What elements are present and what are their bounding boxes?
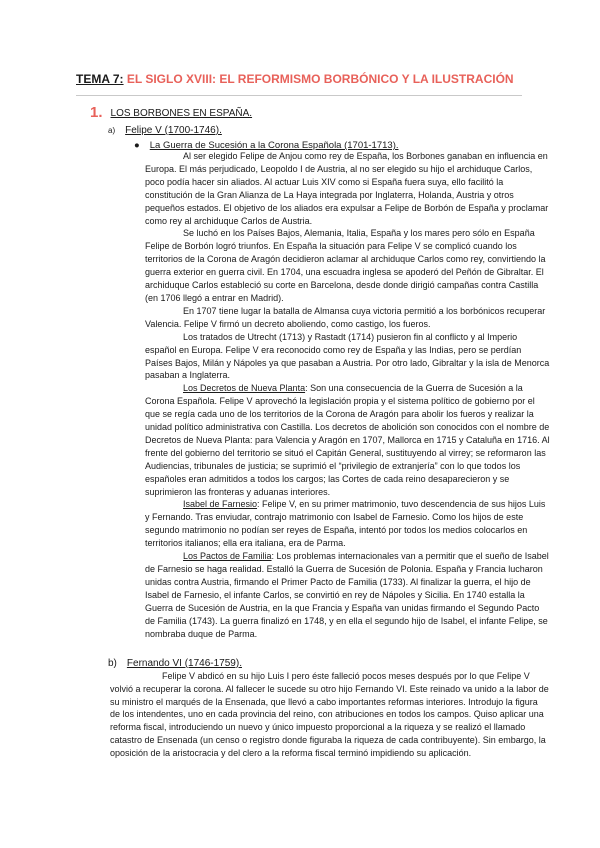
farnesio-heading: Isabel de Farnesio — [183, 499, 258, 510]
body-text-b — [110, 670, 550, 760]
title-text: EL SIGLO XVIII: EL REFORMISMO BORBÓNICO Y LA ILUSTRACIÓN — [123, 72, 514, 86]
subsection-marker: a) — [108, 126, 116, 135]
paragraph-pactos — [145, 550, 550, 640]
section-heading — [90, 104, 252, 121]
title-divider — [76, 95, 522, 96]
bullet-label: La Guerra de Sucesión a la Corona Española (1701-1713). — [149, 140, 399, 151]
section-label: LOS BORBONES EN ESPAÑA. — [110, 108, 253, 119]
nueva-planta-text: : Son una consecuencia de la Guerra de Sucesión a la Corona Española. Felipe V aprovechó la legislación propia y el sistema político de gobierno por el que se regía cada uno de los territorios de la Corona de Aragón para abolir los fueros y realizar la unidad político administrativa con Castilla. Los decretos de abolición son conocidos con el nombre de Decretos de Nueva Planta: para Valencia y Aragón en 1707, Mallorca en 1715 y Cataluña en 1716. Al frente del gobierno del territorio se situó el Capitán General, sustituyendo al virrey; se reformaron las Audiencias, tribunales de justicia; se suprimió el “privilegio de extranjería” con lo que todos los españoles eran admitidos a todos los cargos; las Cortes de cada reino desaparecieron y se suprimieron las fronteras y aduanas interiores. — [145, 383, 550, 497]
nueva-planta-heading: Los Decretos de Nueva Planta — [183, 383, 306, 394]
paragraph: Felipe V abdicó en su hijo Luis I pero éste falleció pocos meses después por lo que Felipe V volvió a recuperar la corona. Al fallecer le sucede su otro hijo Fernando VI. Este reinado va unido a la labor de su ministro el marqués de la Ensenada, que llevó a cabo importantes reformas interiores. Introdujo la figura de los intendentes, uno en cada provincia del reino, con atribuciones en todos los campos. Quiso aplicar una reforma fiscal, introduciendo un nuevo y único impuesto proporcional a la riqueza y se realizó el llamado catastro de Ensenada (un censo o registro donde figuraba la riqueza de cada contribuyente). Sin embargo, la oposición de la aristocracia y del clero a la reforma fiscal terminó impidiendo su aplicación. — [110, 671, 549, 758]
subsection-heading-b — [108, 658, 242, 669]
paragraph: Los tratados de Utrecht (1713) y Rastadt (1714) pusieron fin al conflicto y al Imperio español en Europa. Felipe V era reconocido como rey de España y las Indias, pero se perdían Países Bajos, Milán y Nápoles ya que pasaban a Austria. Por otro lado, Gibraltar y la isla de Menorca pasaban a Inglaterra. — [145, 331, 550, 381]
subsection-marker: b) — [108, 658, 117, 669]
body-text-a — [145, 150, 550, 640]
paragraph: Al ser elegido Felipe de Anjou como rey de España, los Borbones ganaban en influencia en Europa. El más perjudicado, Leopoldo I de Austria, al no ser elegido su hijo el archiduque Carlos, poco podía hacer sin aliados. Al actuar Luis XIV como si España fuera suya, ello facilitó la constitución de la Gran Alianza de La Haya integrada por Inglaterra, Holanda, Austria y otros pequeños estados. El objetivo de los aliados era expulsar a Felipe de Borbón de España y proclamar como rey al archiduque Carlos de Austria. — [145, 151, 549, 226]
page-title — [76, 72, 514, 86]
section-number: 1. — [90, 104, 103, 121]
pactos-text: : Los problemas internacionales van a permitir que el sueño de Isabel de Farnesio se haga realidad. Estalló la Guerra de Sucesión de Polonia. España y Francia lucharon unidas contra Austria, firmando el Primer Pacto de Familia (1733). Al finalizar la guerra, el hijo de Isabel de Farnesio, el infante Carlos, se convirtió en rey de Nápoles y Sicilia. En 1740 estalla la Guerra de Sucesión de Austria, en la que Francia y España van unidas firmando el Segundo Pacto de Familia (1743). La guerra finalizó en 1748, y en ella el segundo hijo de Isabel, el infante Felipe, se nombraba duque de Parma. — [145, 551, 549, 639]
subsection-label: Fernando VI (1746-1759). — [126, 658, 242, 669]
pactos-heading: Los Pactos de Familia — [183, 551, 272, 562]
bullet-icon: ● — [134, 140, 140, 151]
farnesio-text: : Felipe V, en su primer matrimonio, tuvo descendencia de sus hijos Luis y Fernando. Tras enviudar, contrajo matrimonio con Isabel de Farnesio. Como los hijos de este segundo matrimonio no podían ser reyes de España, intentó por todos los medios colocarlos en territorios italianos; ella era italiana, era de Parma. — [145, 499, 546, 549]
paragraph: Se luchó en los Países Bajos, Alemania, Italia, España y los mares pero sólo en España Felipe de Borbón logró triunfos. En España la situación para Felipe V se complicó cuando los territorios de la Corona de Aragón decidieron aclamar al archiduque Carlos como rey, convirtiendo la guerra exterior en guerra civil. En 1704, una escuadra inglesa se apoderó del Peñón de Gibraltar. El archiduque Carlos estableció su corte en Barcelona, desde donde dirigió campañas contra Castilla (en 1706 llegó a entrar en Madrid). — [145, 228, 546, 303]
title-tema: TEMA 7: — [76, 72, 124, 86]
subsection-label: Felipe V (1700-1746). — [125, 125, 222, 136]
paragraph: En 1707 tiene lugar la batalla de Almansa cuya victoria permitió a los borbónicos recuperar Valencia. Felipe V firmó un decreto aboliendo, como castigo, los fueros. — [145, 305, 546, 329]
paragraph-farnesio — [145, 498, 550, 550]
subsection-heading-a — [108, 125, 222, 136]
paragraph-nueva-planta — [145, 382, 550, 498]
